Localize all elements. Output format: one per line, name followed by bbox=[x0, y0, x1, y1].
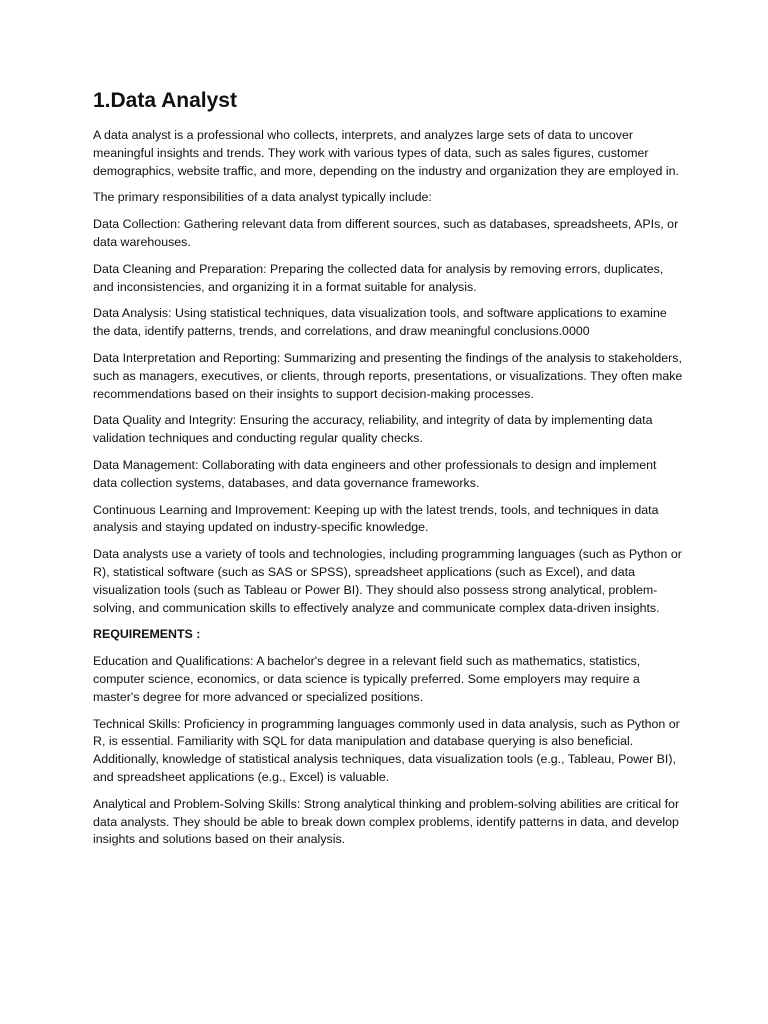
paragraph: Data Interpretation and Reporting: Summarizing and presenting the findings of the analysis to stakeholders, such as managers, executives, or clients, through reports, presentations, or visualizations. They often make recommendations based on their insights to support decision-making processes. bbox=[93, 350, 683, 401]
paragraph: Education and Qualifications: A bachelor's degree in a relevant field such as mathematics, statistics, computer science, economics, or data science is typically preferred. Some employers may require a master's degree for more advanced or specialized positions. bbox=[93, 654, 641, 704]
document-title: 1.Data Analyst bbox=[93, 89, 237, 112]
section-heading: REQUIREMENTS : bbox=[93, 627, 201, 642]
paragraph: Continuous Learning and Improvement: Keeping up with the latest trends, tools, and techniques in data analysis and staying updated on industry-specific knowledge. bbox=[93, 502, 659, 535]
paragraph: Data Quality and Integrity: Ensuring the accuracy, reliability, and integrity of data by implementing data validation techniques and conducting regular quality checks. bbox=[93, 413, 653, 446]
paragraph: Data Cleaning and Preparation: Preparing the collected data for analysis by removing errors, duplicates, and inconsistencies, and organizing it in a format suitable for analysis. bbox=[93, 261, 664, 294]
paragraph: Analytical and Problem-Solving Skills: Strong analytical thinking and problem-solving abilities are critical for data analysts. They should be able to break down complex problems, identify patterns in data, and develop insights and solutions based on their analysis. bbox=[93, 796, 680, 847]
paragraph: Data analysts use a variety of tools and technologies, including programming languages (such as Python or R), statistical software (such as SAS or SPSS), spreadsheet applications (such as Excel), and data visualization tools (such as Tableau or Power BI). They should also possess strong analytical, problem-solving, and communication skills to effectively analyze and communicate complex data-driven insights. bbox=[93, 547, 682, 615]
paragraph: Technical Skills: Proficiency in programming languages commonly used in data analysis, such as Python or R, is essential. Familiarity with SQL for data manipulation and database querying is also beneficial. Additionally, knowledge of statistical analysis techniques, data visualization tools (e.g., Tableau, Power BI), and spreadsheet applications (e.g., Excel) is valuable. bbox=[93, 716, 680, 784]
paragraph: Data Management: Collaborating with data engineers and other professionals to design and implement data collection systems, databases, and data governance frameworks. bbox=[93, 457, 657, 490]
document-page bbox=[93, 88, 683, 858]
paragraph: Data Collection: Gathering relevant data from different sources, such as databases, spreadsheets, APIs, or data warehouses. bbox=[93, 217, 679, 249]
paragraph: Data Analysis: Using statistical techniques, data visualization tools, and software applications to examine the data, identify patterns, trends, and correlations, and draw meaningful conclusions.0000 bbox=[93, 306, 667, 339]
document-body bbox=[93, 127, 683, 849]
paragraph: A data analyst is a professional who collects, interprets, and analyzes large sets of data to uncover meaningful insights and trends. They work with various types of data, such as sales figures, customer demographics, website traffic, and more, depending on the industry and organization they are employed in. bbox=[93, 128, 679, 178]
paragraph: The primary responsibilities of a data analyst typically include: bbox=[93, 190, 432, 205]
